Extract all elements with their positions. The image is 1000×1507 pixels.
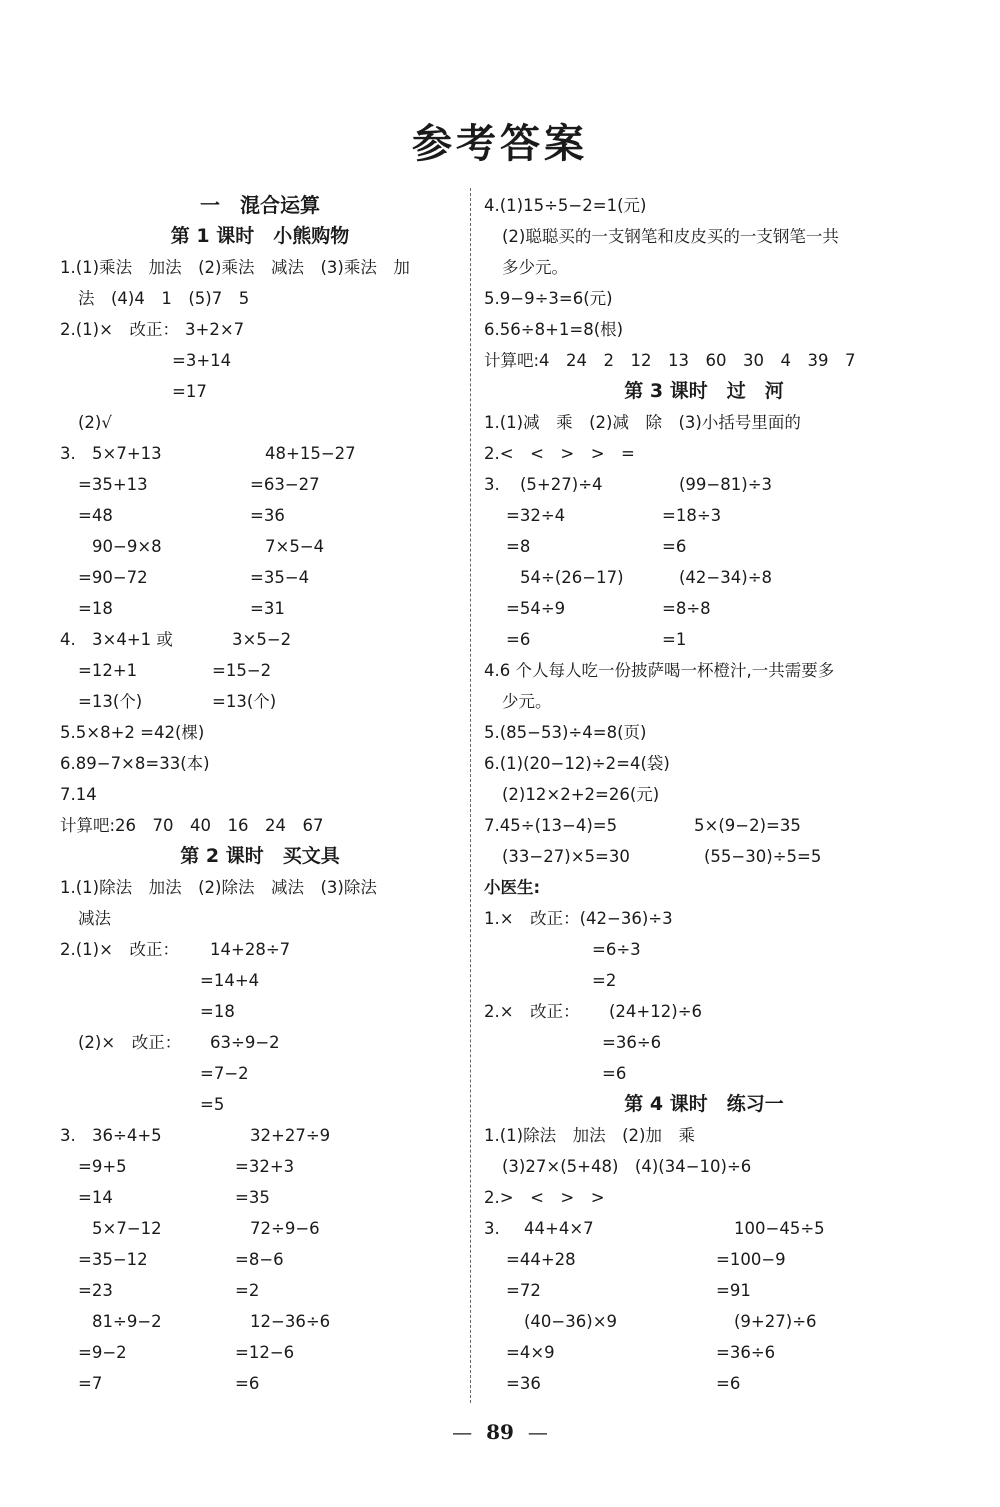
answer-text: 44+4×7 xyxy=(524,1219,594,1238)
answer-line xyxy=(484,500,924,531)
answer-line xyxy=(60,531,460,562)
answer-text: =48 xyxy=(78,506,113,525)
answer-text: =18÷3 xyxy=(662,506,722,525)
answer-text: 12−36÷6 xyxy=(250,1312,331,1331)
answer-text: =14+4 xyxy=(200,971,260,990)
answer-text: (33−27)×5=30 xyxy=(502,847,630,866)
answer-text: =36÷6 xyxy=(716,1343,776,1362)
answer-column-left xyxy=(60,190,460,1399)
answer-text: 多少元。 xyxy=(502,258,568,277)
answer-text: 36÷4+5 xyxy=(92,1126,162,1145)
answer-line xyxy=(484,1306,924,1337)
answer-line xyxy=(60,438,460,469)
answer-text: 90−9×8 xyxy=(92,537,162,556)
answer-text: 3. xyxy=(484,1219,500,1238)
answer-text: =9−2 xyxy=(78,1343,127,1362)
answer-line xyxy=(60,1151,460,1182)
answer-text: (5+27)÷4 xyxy=(520,475,603,494)
answer-line xyxy=(484,531,924,562)
answer-line xyxy=(60,1089,460,1120)
answer-text: 1.(1)减 乘 (2)减 除 (3)小括号里面的 xyxy=(484,413,801,432)
answer-line xyxy=(484,1151,924,1182)
answer-text: 7×5−4 xyxy=(265,537,325,556)
answer-line xyxy=(484,996,924,1027)
answer-text: =9+5 xyxy=(78,1157,127,1176)
answer-text: =6 xyxy=(602,1064,627,1083)
answer-text: =15−2 xyxy=(212,661,272,680)
answer-text: 2.× 改正： xyxy=(484,1002,580,1021)
answer-text: (3)27×(5+48) (4)(34−10)÷6 xyxy=(502,1157,752,1176)
answer-line xyxy=(484,717,924,748)
answer-text: =7−2 xyxy=(200,1064,249,1083)
answer-text: 小医生: xyxy=(484,878,541,897)
answer-line xyxy=(60,934,460,965)
answer-text: =35−12 xyxy=(78,1250,148,1269)
answer-text: =32÷4 xyxy=(506,506,566,525)
answer-text: 4.6 个人每人吃一份披萨喝一杯橙汁,一共需要多 xyxy=(484,661,835,680)
answer-line xyxy=(484,748,924,779)
answer-line xyxy=(60,810,460,841)
answer-line xyxy=(484,252,924,283)
answer-text: (42−34)÷8 xyxy=(679,568,773,587)
answer-line xyxy=(60,562,460,593)
answer-line xyxy=(60,1213,460,1244)
answer-text: 81÷9−2 xyxy=(92,1312,162,1331)
answer-text: 3. xyxy=(60,1126,76,1145)
answer-text: =36÷6 xyxy=(602,1033,662,1052)
answer-line xyxy=(484,1027,924,1058)
answer-text: =13(个) xyxy=(212,692,277,711)
answer-line xyxy=(60,903,460,934)
answer-line xyxy=(484,314,924,345)
answer-text: =18 xyxy=(200,1002,235,1021)
answer-line xyxy=(484,624,924,655)
answer-line xyxy=(484,655,924,686)
answer-line xyxy=(484,934,924,965)
footer-dash-left: — xyxy=(452,1420,473,1444)
answer-text: (40−36)×9 xyxy=(524,1312,618,1331)
answer-text: 1.(1)乘法 加法 (2)乘法 减法 (3)乘法 加 xyxy=(60,258,410,277)
answer-text: =35−4 xyxy=(250,568,310,587)
answer-text: =32+3 xyxy=(235,1157,295,1176)
answer-text: 4.(1)15÷5−2=1(元) xyxy=(484,196,647,215)
answer-text: 100−45÷5 xyxy=(734,1219,825,1238)
answer-text: =36 xyxy=(250,506,285,525)
answer-text: =12−6 xyxy=(235,1343,295,1362)
answer-text: (9+27)÷6 xyxy=(734,1312,817,1331)
answer-line xyxy=(60,965,460,996)
answer-text: =5 xyxy=(200,1095,225,1114)
answer-line xyxy=(484,1337,924,1368)
answer-text: 3+2×7 xyxy=(185,320,245,339)
answer-line xyxy=(484,841,924,872)
answer-text: 少元。 xyxy=(502,692,552,711)
answer-line xyxy=(60,1058,460,1089)
answer-text: 4. xyxy=(60,630,76,649)
answer-text: (99−81)÷3 xyxy=(679,475,773,494)
answer-text: =2 xyxy=(592,971,617,990)
answer-line xyxy=(60,1027,460,1058)
answer-line xyxy=(484,1368,924,1399)
answer-text: 1.× 改正：(42−36)÷3 xyxy=(484,909,673,928)
answer-line xyxy=(60,996,460,1027)
answer-text: 3. xyxy=(484,475,500,494)
answer-text: 3×5−2 xyxy=(232,630,292,649)
answer-text: =36 xyxy=(506,1374,541,1393)
section-heading: 第 4 课时 练习一 xyxy=(624,1093,784,1115)
answer-text: =6 xyxy=(235,1374,260,1393)
answer-line xyxy=(60,1275,460,1306)
answer-text: 6.89−7×8=33(本) xyxy=(60,754,210,773)
answer-text: =8−6 xyxy=(235,1250,284,1269)
page-number: 89 xyxy=(486,1420,514,1444)
answer-line xyxy=(60,376,460,407)
answer-text: 计算吧:26 70 40 16 24 67 xyxy=(60,816,324,835)
answer-text: =91 xyxy=(716,1281,751,1300)
answer-text: =6 xyxy=(506,630,531,649)
answer-text: 2.> < > > xyxy=(484,1188,605,1207)
answer-text: (2)× 改正： xyxy=(78,1033,182,1052)
answer-text: 2.(1)× 改正： xyxy=(60,940,179,959)
answer-line xyxy=(484,345,924,376)
answer-text: 3. xyxy=(60,444,76,463)
answer-text: =18 xyxy=(78,599,113,618)
answer-text: 14+28÷7 xyxy=(210,940,291,959)
answer-line xyxy=(484,407,924,438)
answer-text: 7.14 xyxy=(60,785,97,804)
answer-text: 5×7+13 xyxy=(92,444,162,463)
page-title: 参考答案 xyxy=(412,120,588,167)
answer-text: =44+28 xyxy=(506,1250,576,1269)
section-heading: 一 混合运算 xyxy=(200,193,320,217)
answer-text: =6 xyxy=(716,1374,741,1393)
answer-text: =23 xyxy=(78,1281,113,1300)
answer-text: 6.56÷8+1=8(根) xyxy=(484,320,624,339)
answer-text: =72 xyxy=(506,1281,541,1300)
answer-column-right xyxy=(484,190,924,1399)
answer-text: =7 xyxy=(78,1374,103,1393)
answer-text: =1 xyxy=(662,630,687,649)
answer-line xyxy=(484,1058,924,1089)
answer-text: (2)聪聪买的一支钢笔和皮皮买的一支钢笔一共 xyxy=(502,227,839,246)
answer-text: 5×(9−2)=35 xyxy=(694,816,801,835)
answer-line xyxy=(484,221,924,252)
answer-text: =6÷3 xyxy=(592,940,641,959)
section-heading: 第 3 课时 过 河 xyxy=(624,380,784,402)
answer-text: 计算吧:4 24 2 12 13 60 30 4 39 7 xyxy=(484,351,856,370)
answer-text: 32+27÷9 xyxy=(250,1126,331,1145)
answer-line xyxy=(484,965,924,996)
answer-text: 3×4+1 或 xyxy=(92,630,173,649)
answer-line xyxy=(60,655,460,686)
answer-text: =35 xyxy=(235,1188,270,1207)
answer-text: (24+12)÷6 xyxy=(609,1002,703,1021)
answer-line xyxy=(60,1120,460,1151)
answer-text: 48+15−27 xyxy=(265,444,356,463)
answer-line xyxy=(60,1244,460,1275)
section-heading: 第 1 课时 小熊购物 xyxy=(170,225,350,247)
answer-line xyxy=(484,1244,924,1275)
answer-line xyxy=(60,500,460,531)
answer-line xyxy=(484,1182,924,1213)
answer-text: 6.(1)(20−12)÷2=4(袋) xyxy=(484,754,670,773)
answer-line xyxy=(60,717,460,748)
answer-line xyxy=(484,779,924,810)
answer-line xyxy=(60,748,460,779)
answer-text: 1.(1)除法 加法 (2)加 乘 xyxy=(484,1126,695,1145)
answer-line xyxy=(484,872,924,903)
answer-text: 72÷9−6 xyxy=(250,1219,320,1238)
section-heading: 第 2 课时 买文具 xyxy=(180,845,340,867)
answer-text: =90−72 xyxy=(78,568,148,587)
answer-text: =4×9 xyxy=(506,1343,555,1362)
answer-text: =35+13 xyxy=(78,475,148,494)
answer-text: =63−27 xyxy=(250,475,320,494)
answer-text: 63÷9−2 xyxy=(210,1033,280,1052)
answer-text: =13(个) xyxy=(78,692,143,711)
answer-line xyxy=(60,283,460,314)
answer-line xyxy=(60,407,460,438)
answer-line xyxy=(60,593,460,624)
answer-text: 5×7−12 xyxy=(92,1219,162,1238)
answer-line xyxy=(60,779,460,810)
answer-text: =6 xyxy=(662,537,687,556)
answer-text: 法 (4)4 1 (5)7 5 xyxy=(78,289,250,308)
answer-text: 54÷(26−17) xyxy=(520,568,624,587)
answer-line xyxy=(60,314,460,345)
answer-line xyxy=(484,562,924,593)
answer-line xyxy=(484,283,924,314)
answer-line xyxy=(484,903,924,934)
answer-line xyxy=(60,1368,460,1399)
answer-text: =54÷9 xyxy=(506,599,566,618)
answer-text: (2)12×2+2=26(元) xyxy=(502,785,660,804)
answer-text: 减法 xyxy=(78,909,111,928)
answer-line xyxy=(484,469,924,500)
answer-text: 2.< < > > = xyxy=(484,444,635,463)
answer-line xyxy=(60,252,460,283)
answer-text: 5.9−9÷3=6(元) xyxy=(484,289,613,308)
answer-text: =8 xyxy=(506,537,531,556)
answer-text: =100−9 xyxy=(716,1250,786,1269)
answer-line xyxy=(484,1275,924,1306)
answer-text: =3+14 xyxy=(172,351,232,370)
page-footer xyxy=(0,1420,1000,1444)
answer-text: =31 xyxy=(250,599,285,618)
answer-text: 7.45÷(13−4)=5 xyxy=(484,816,618,835)
answer-line xyxy=(484,810,924,841)
answer-line xyxy=(484,438,924,469)
answer-text: 1.(1)除法 加法 (2)除法 减法 (3)除法 xyxy=(60,878,377,897)
column-divider xyxy=(470,188,471,1403)
answer-line xyxy=(484,1213,924,1244)
answer-line xyxy=(60,686,460,717)
answer-line xyxy=(60,1337,460,1368)
answer-line xyxy=(60,872,460,903)
answer-line xyxy=(484,190,924,221)
footer-dash-right: — xyxy=(527,1420,548,1444)
answer-line xyxy=(60,1306,460,1337)
answer-line xyxy=(60,345,460,376)
answer-text: =14 xyxy=(78,1188,113,1207)
answer-line xyxy=(60,1182,460,1213)
answer-text: 5.(85−53)÷4=8(页) xyxy=(484,723,647,742)
answer-line xyxy=(484,593,924,624)
answer-text: 5.5×8+2 =42(棵) xyxy=(60,723,205,742)
answer-text: (2)√ xyxy=(78,413,112,432)
answer-text: =2 xyxy=(235,1281,260,1300)
answer-text: (55−30)÷5=5 xyxy=(704,847,822,866)
answer-text: 2.(1)× 改正： xyxy=(60,320,179,339)
answer-line xyxy=(484,686,924,717)
answer-line xyxy=(60,469,460,500)
answer-text: =8÷8 xyxy=(662,599,711,618)
answer-text: =12+1 xyxy=(78,661,138,680)
answer-text: =17 xyxy=(172,382,207,401)
answer-line xyxy=(60,624,460,655)
answer-line xyxy=(484,1120,924,1151)
